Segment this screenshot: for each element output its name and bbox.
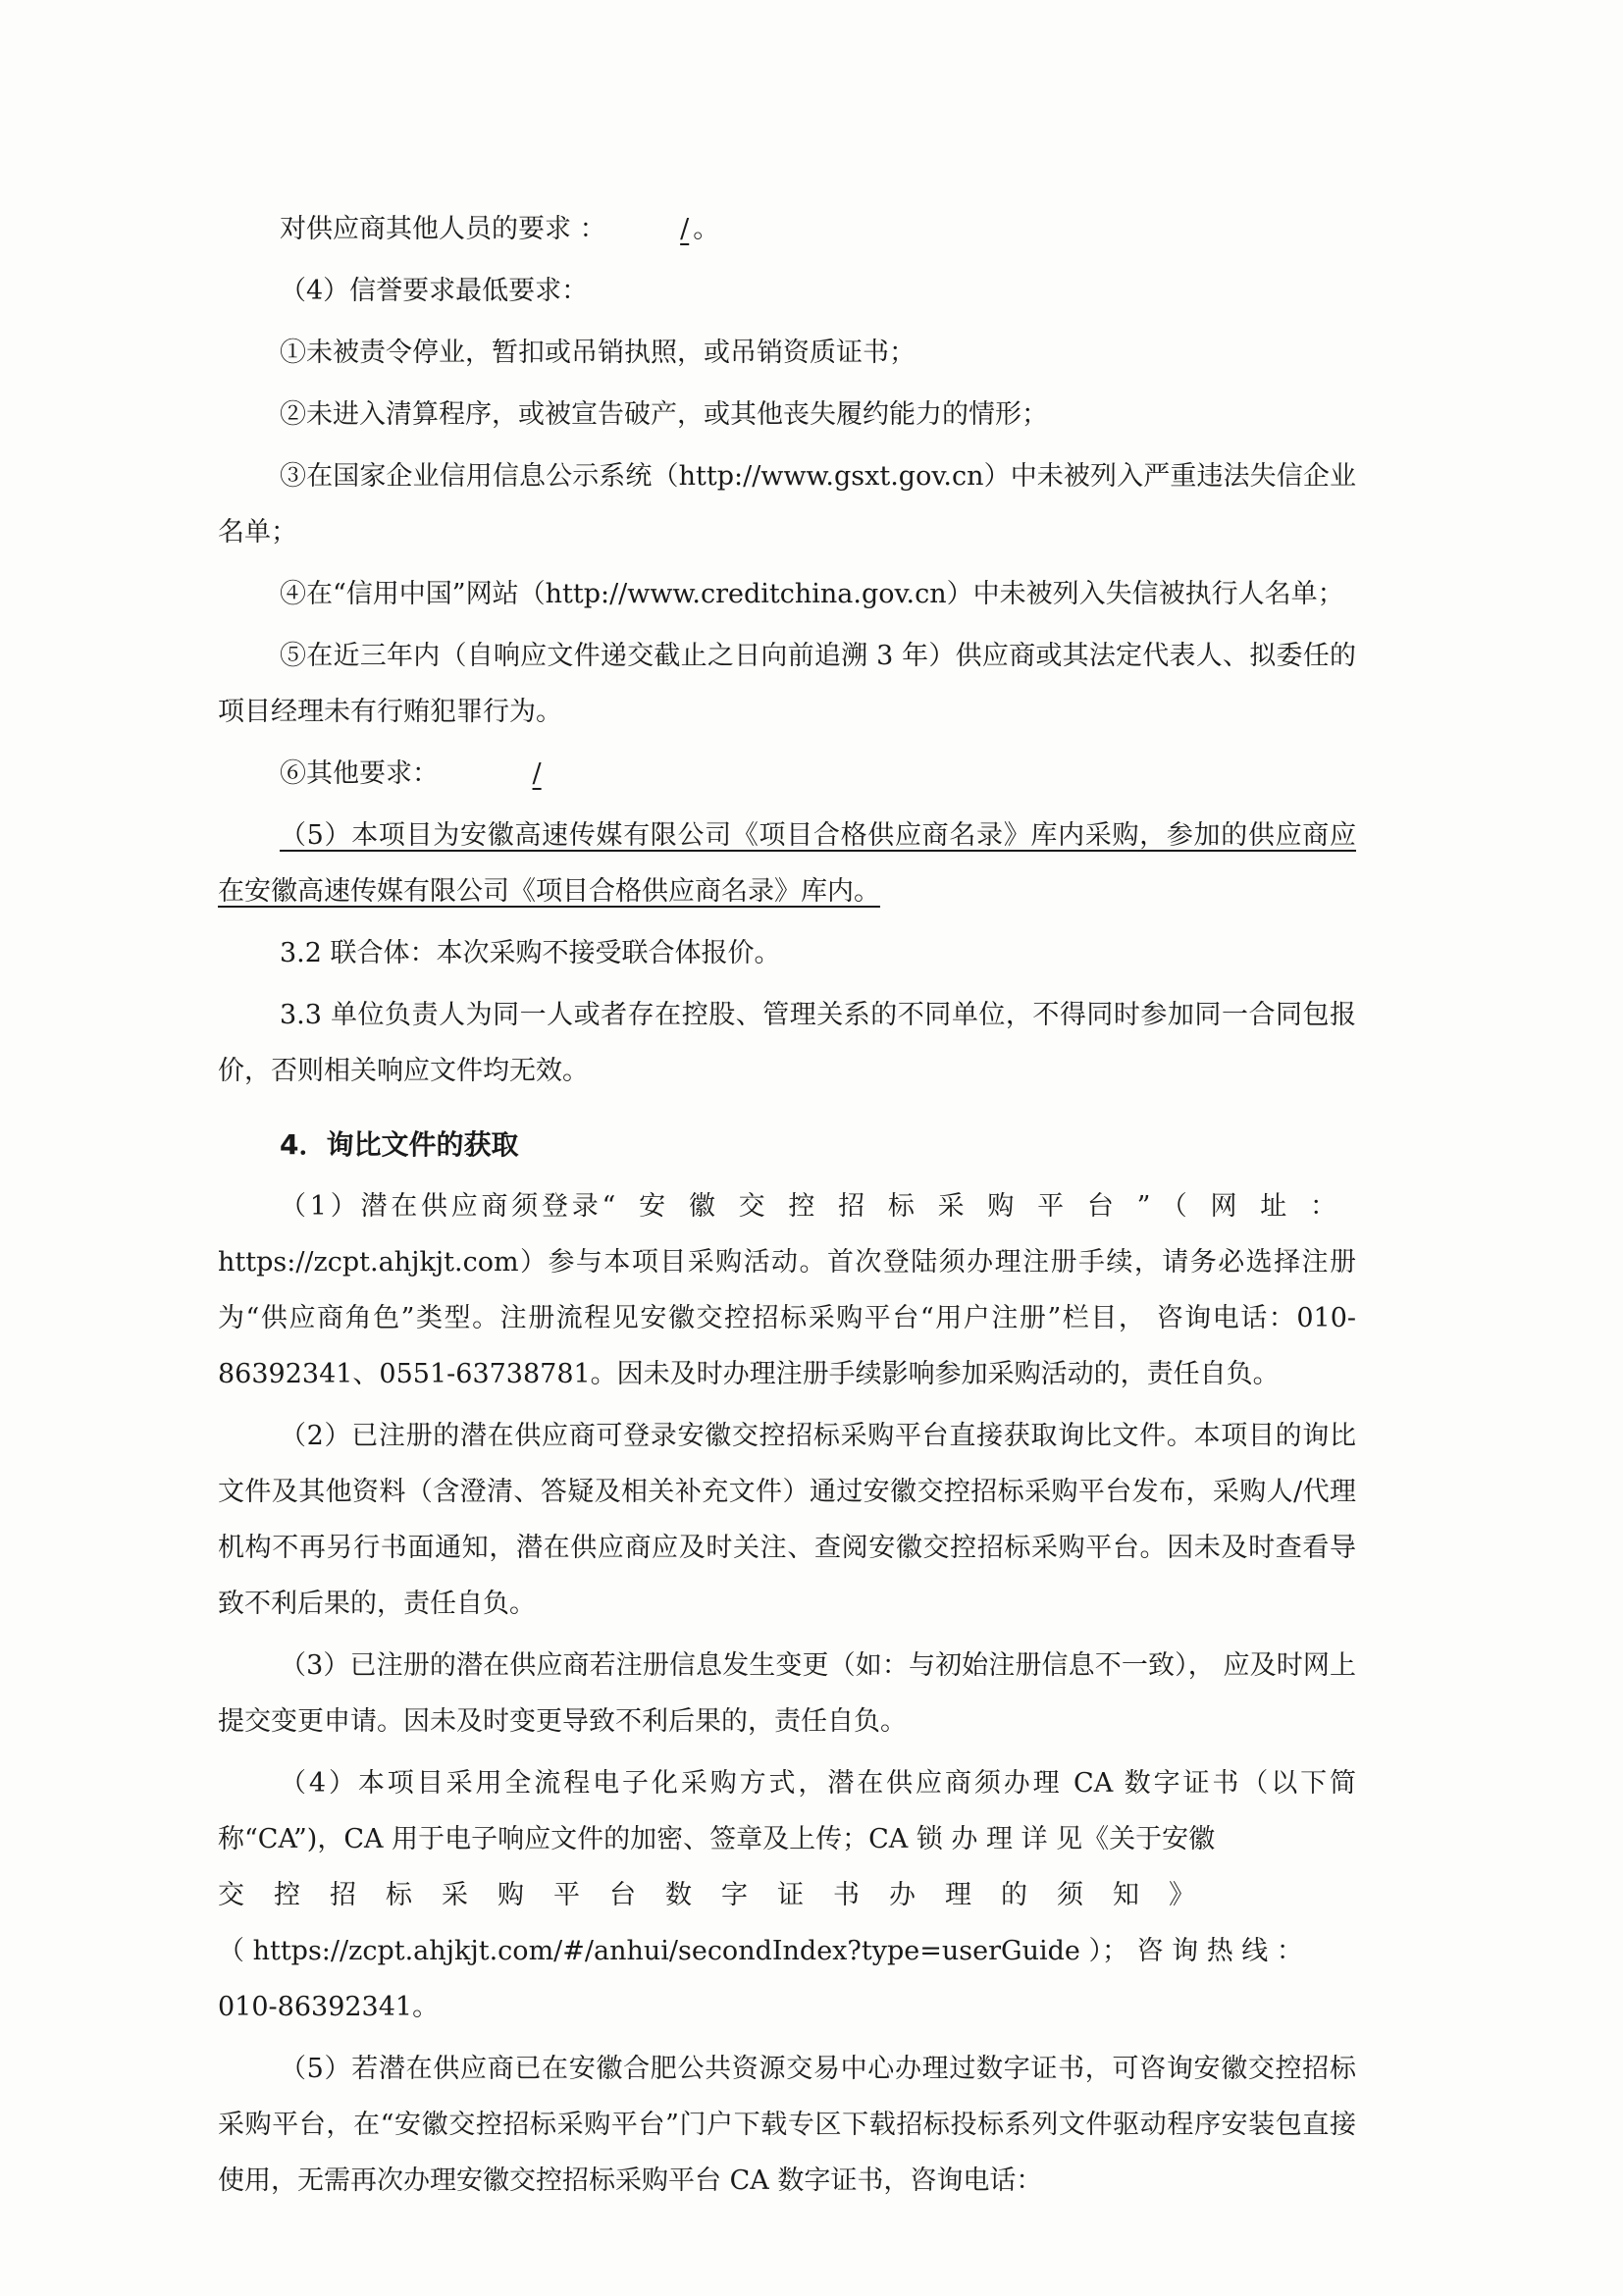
p4-line-b: 交控招标采购平台数字证书办理的须知》	[218, 1880, 1225, 1910]
p1-platform-name: “安徽交控招标采购平台”	[602, 1191, 1171, 1222]
credit-6-label: ⑥其他要求：	[280, 758, 439, 789]
p4-line-c: （ https://zcpt.ahjkjt.com/#/anhui/secondIndex?type=userGuide ）； 咨 询 热 线 ：	[218, 1936, 1303, 1966]
credit-6-value: /	[532, 758, 542, 789]
section-4-heading: 4．询比文件的获取	[280, 1128, 519, 1161]
other-staff-value: /	[680, 214, 690, 244]
section-4-para-5: （5）若潜在供应商已在安徽合肥公共资源交易中心办理过数字证书，可咨询安徽交控招标采购平台，在“安徽交控招标采购平台”门户下载专区下载招标投标系列文件驱动程序安装包直接使用，无需再次办理安徽交控招标采购平台 CA 数字证书，咨询电话：	[218, 2054, 1356, 2196]
p1-rest: https://zcpt.ahjkjt.com）参与本项目采购活动。首次登陆须办理注册手续，请务必选择注册为“供应商角色”类型。注册流程见安徽交控招标采购平台“用户注册”栏目， 咨询电话：010-86392341、0551-63738781。因未及时办理注册手续影响参加采购活动的，责任自负。	[218, 1247, 1356, 1389]
p4-line-a: （4）本项目采用全流程电子化采购方式，潜在供应商须办理 CA 数字证书（以下简称“CA”)，CA 用于电子响应文件的加密、签章及上传；CA 锁 办 理 详 见《关于安徽	[218, 1768, 1356, 1854]
p4-line-d: 010-86392341。	[218, 1992, 440, 2022]
other-staff-end: 。	[693, 214, 720, 244]
credit-title: （4）信誉要求最低要求：	[280, 276, 589, 306]
section-4-para-2: （2）已注册的潜在供应商可登录安徽交控招标采购平台直接获取询比文件。本项目的询比文件及其他资料（含澄清、答疑及相关补充文件）通过安徽交控招标采购平台发布，采购人/代理机构不再另行书面通知，潜在供应商应及时关注、查阅安徽交控招标采购平台。因未及时查看导致不利后果的，责任自负。	[218, 1421, 1356, 1619]
credit-item-6	[218, 746, 1356, 802]
section-4-para-1	[218, 1178, 1356, 1402]
credit-item-3: ③在国家企业信用信息公示系统（http://www.gsxt.gov.cn）中未被列入严重违法失信企业名单；	[218, 461, 1356, 548]
consortium-clause: 3.2 联合体：本次采购不接受联合体报价。	[280, 938, 781, 968]
other-staff-label: 对供应商其他人员的要求 ：	[280, 214, 606, 244]
document-body	[218, 201, 1356, 2215]
credit-item-5: ⑤在近三年内（自响应文件递交截止之日向前追溯 3 年）供应商或其法定代表人、拟委任的项目经理未有行贿犯罪行为。	[218, 641, 1356, 727]
section-4-para-3: （3）已注册的潜在供应商若注册信息发生变更（如：与初始注册信息不一致）， 应及时网上提交变更申请。因未及时变更导致不利后果的，责任自负。	[218, 1650, 1356, 1737]
other-staff-requirement	[218, 201, 1356, 257]
section-4-para-4	[218, 1755, 1356, 2035]
related-units-clause: 3.3 单位负责人为同一人或者存在控股、管理关系的不同单位，不得同时参加同一合同包报价，否则相关响应文件均无效。	[218, 1000, 1356, 1086]
p1-intro: （1）潜在供应商须登录	[280, 1191, 602, 1222]
qualified-supplier-requirement: （5）本项目为安徽高速传媒有限公司《项目合格供应商名录》库内采购，参加的供应商应在安徽高速传媒有限公司《项目合格供应商名录》库内。	[218, 820, 1356, 907]
credit-item-1: ①未被责令停业，暂扣或吊销执照，或吊销资质证书；	[280, 338, 916, 368]
credit-item-4: ④在“信用中国”网站（http://www.creditchina.gov.cn）中未被列入失信被执行人名单；	[280, 579, 1344, 609]
credit-item-2: ②未进入清算程序，或被宣告破产，或其他丧失履约能力的情形；	[280, 399, 1048, 430]
p1-site-label: （网址：	[1170, 1191, 1356, 1222]
